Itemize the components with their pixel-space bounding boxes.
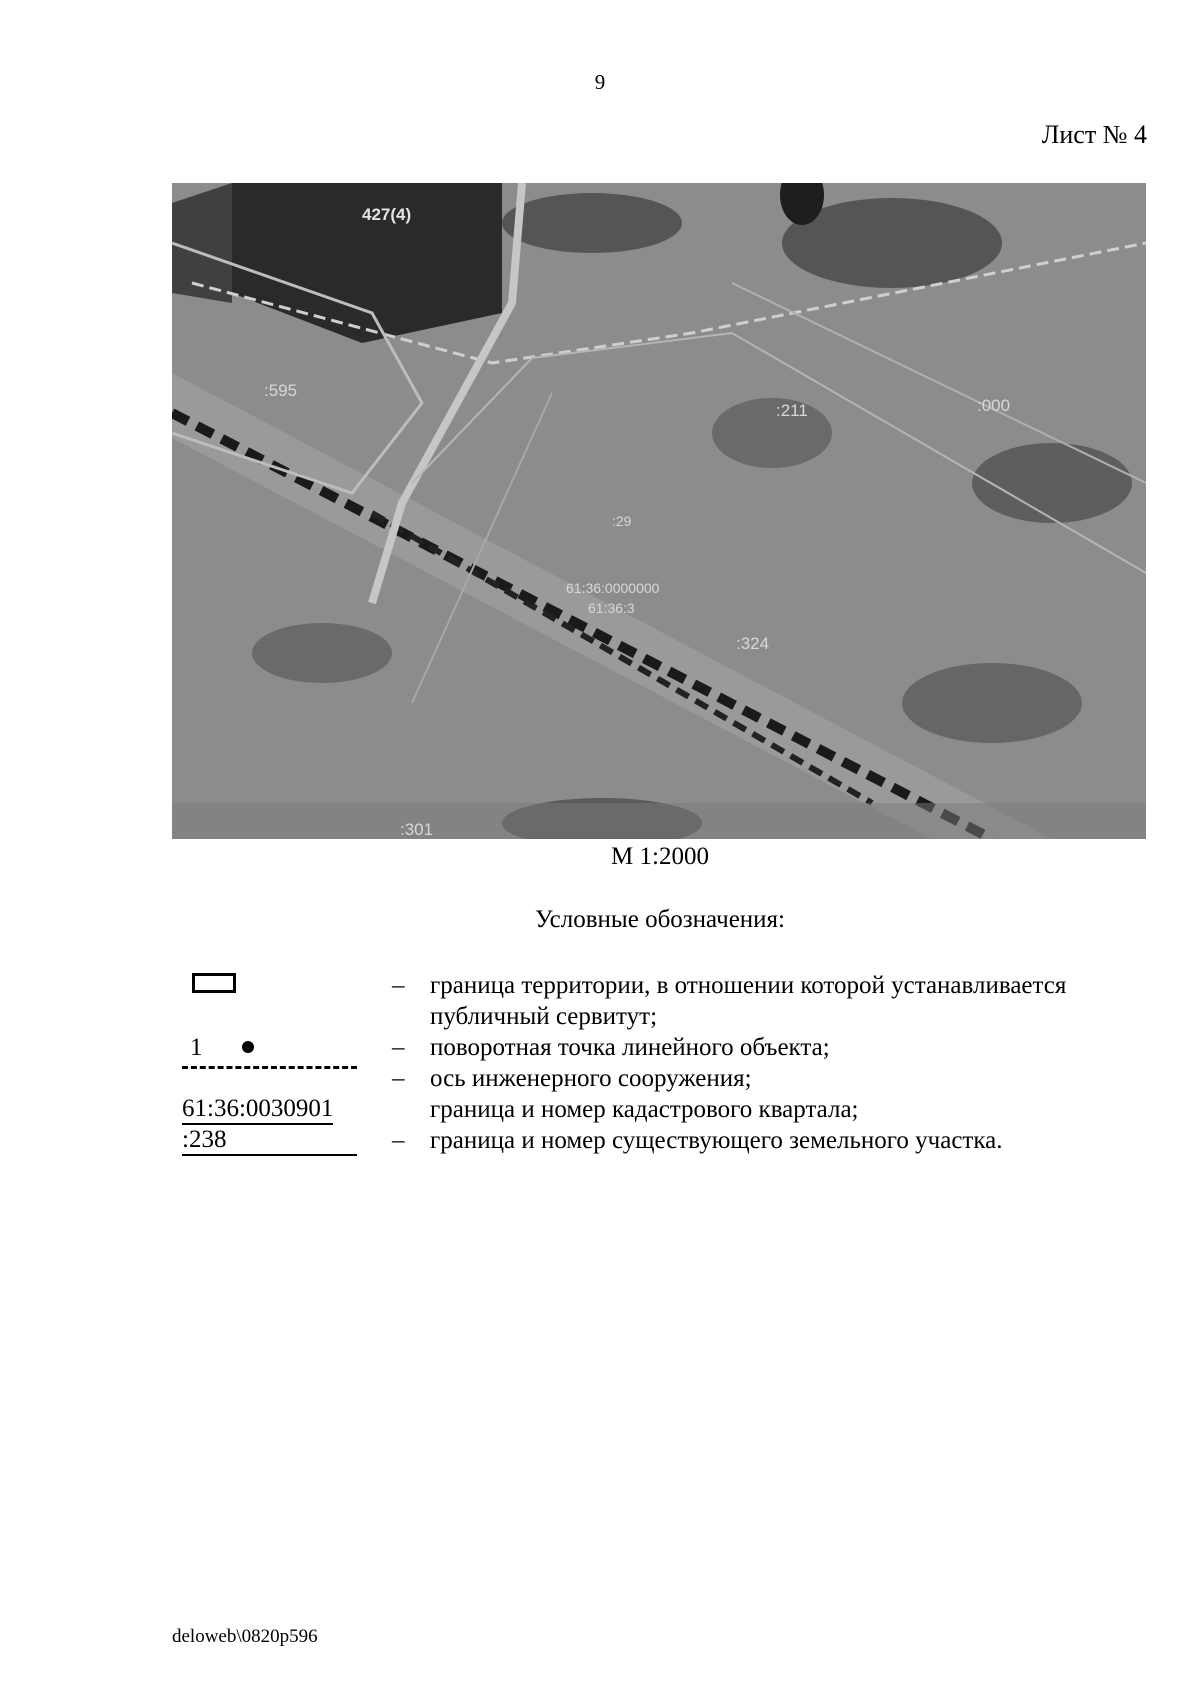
footer-file-ref: deloweb\0820p596 bbox=[172, 1626, 318, 1647]
legend-dash: – bbox=[392, 1065, 405, 1092]
legend-symbol bbox=[182, 1125, 357, 1156]
legend-symbol bbox=[182, 970, 357, 1001]
legend-item-turning-point bbox=[182, 1032, 1142, 1063]
sheet-label: Лист № 4 bbox=[1041, 120, 1147, 149]
point-dot-icon bbox=[242, 1041, 254, 1053]
map-label: :000 bbox=[977, 396, 1011, 415]
point-number: 1 bbox=[190, 1034, 203, 1061]
legend-text: граница территории, в отношении которой устанавливается публичный сервитут; bbox=[430, 972, 1067, 1030]
page-number: 9 bbox=[594, 70, 606, 94]
map-label: :29 bbox=[612, 513, 632, 529]
map-label: 61:36:0000000 bbox=[566, 580, 660, 596]
land-plot-number: :238 bbox=[182, 1125, 357, 1156]
legend-text: поворотная точка линейного объекта; bbox=[430, 1034, 830, 1061]
legend-dash: – bbox=[392, 1034, 405, 1061]
map-label: :211 bbox=[776, 401, 808, 420]
legend bbox=[182, 970, 1142, 1156]
legend-symbol bbox=[182, 1063, 357, 1094]
legend-symbol bbox=[182, 1094, 357, 1125]
map-scale: М 1:2000 bbox=[611, 843, 709, 870]
legend-item-cadastral-quarter bbox=[182, 1094, 1142, 1125]
legend-item-engineering-axis bbox=[182, 1063, 1142, 1094]
legend-text: граница и номер кадастрового квартала; bbox=[430, 1096, 859, 1123]
map-label: :595 bbox=[264, 381, 298, 400]
legend-text: граница и номер существующего земельного участка. bbox=[430, 1127, 1003, 1154]
legend-title: Условные обозначения: bbox=[534, 906, 786, 933]
dashed-line-icon bbox=[182, 1066, 357, 1069]
aerial-map bbox=[172, 183, 1146, 839]
map-label: :324 bbox=[736, 634, 770, 653]
legend-dash: – bbox=[392, 1127, 405, 1154]
map-label: :301 bbox=[400, 820, 434, 839]
legend-item-land-plot bbox=[182, 1125, 1142, 1156]
legend-dash: – bbox=[392, 972, 405, 999]
boundary-rect-icon bbox=[192, 973, 236, 993]
cadastral-quarter-number: 61:36:0030901 bbox=[182, 1094, 333, 1125]
map-label: 427(4) bbox=[362, 205, 412, 224]
legend-item-servitude-boundary bbox=[182, 970, 1142, 1032]
legend-text: ось инженерного сооружения; bbox=[430, 1065, 752, 1092]
legend-symbol bbox=[182, 1032, 357, 1063]
map-label: 61:36:3 bbox=[588, 600, 635, 616]
map-graphic bbox=[172, 183, 1146, 839]
